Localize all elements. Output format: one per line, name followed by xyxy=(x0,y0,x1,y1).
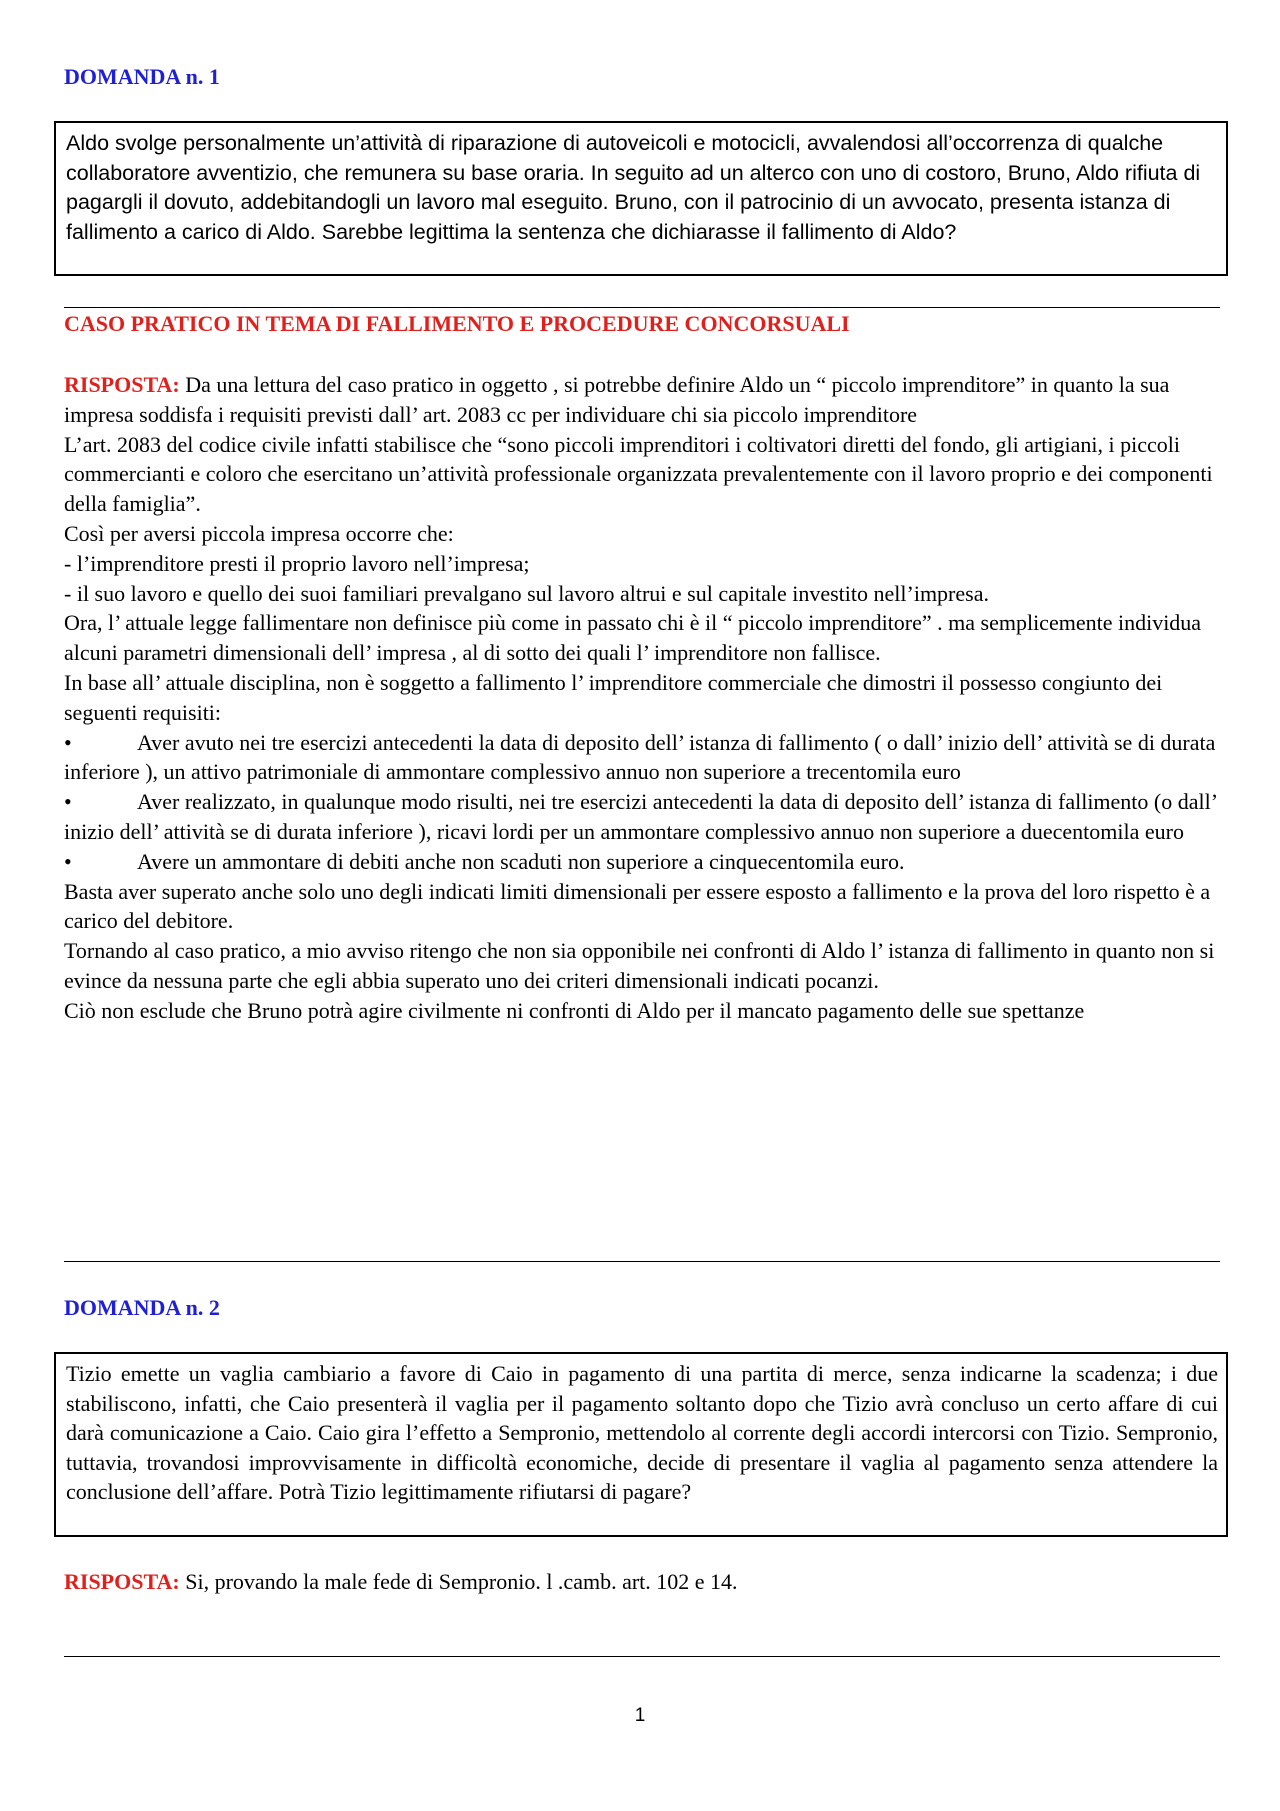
paragraph-base: In base all’ attuale disciplina, non è soggetto a fallimento l’ imprenditore commerciale che dimostri il possesso congiunto dei seguenti requisiti: xyxy=(64,669,1163,725)
question-1-title: DOMANDA n. 1 xyxy=(64,64,220,89)
bullet-item-2-text: Aver realizzato, in qualunque modo risulti, nei tre esercizi antecedenti la data di deposito dell’ istanza di fallimento (o dall’ inizio dell’ attività se di durata inferiore ), ricavi lordi per un ammontare complessivo annuo non superiore a duecentomila euro xyxy=(64,789,1217,844)
question-2-text: Tizio emette un vaglia cambiario a favore di Caio in pagamento di una partita di merce, senza indicarne la scadenza; i due stabiliscono, infatti, che Caio presenterà il vaglia per il pagamento soltanto dopo che Tizio avrà concluso un certo affare di cui darà comunicazione a Caio. Caio gira l’effetto a Sempronio, mettendolo al corrente degli accordi intercorsi con Tizio. Sempronio, tuttavia, trovandosi improvvisamente in difficoltà economiche, decide di presentare il vaglia al pagamento senza attendere la conclusione dell’affare. Potrà Tizio legittimamente rifiutarsi di pagare? xyxy=(66,1361,1218,1504)
question-1-text: Aldo svolge personalmente un’attività di riparazione di autoveicoli e motocicli, avvalendosi all’occorrenza di qualche collaboratore avventizio, che remunera su base oraria. In seguito ad un alterco con uno di costoro, Bruno, Aldo rifiuta di pagargli il dovuto, addebitandogli un lavoro mal eseguito. Bruno, con il patrocinio di un avvocato, presenta istanza di fallimento a carico di Aldo. Sarebbe legittima la sentenza che dichiarasse il fallimento di Aldo? xyxy=(66,131,1201,244)
dash-item-2: - il suo lavoro e quello dei suoi familiari prevalgano sul lavoro altrui e sul capitale investito nell’impresa. xyxy=(64,580,989,606)
bullet-item-3 xyxy=(64,847,1224,877)
case-heading: CASO PRATICO IN TEMA DI FALLIMENTO E PROCEDURE CONCORSUALI xyxy=(64,311,850,336)
page-number: 1 xyxy=(634,1705,646,1726)
answer-1-body xyxy=(64,370,1224,1026)
dash-item-1: - l’imprenditore presti il proprio lavoro nell’impresa; xyxy=(64,550,530,576)
bullet-item-1 xyxy=(64,728,1224,788)
answer-intro-text: Da una lettura del caso pratico in oggetto , si potrebbe definire Aldo un “ piccolo imprenditore” in quanto la sua impresa soddisfa i requisiti previsti dall’ art. 2083 cc per individuare chi sia piccolo imprenditore xyxy=(64,372,1170,427)
paragraph-cio: Ciò non esclude che Bruno potrà agire civilmente ni confronti di Aldo per il mancato pagamento delle sue spettanze xyxy=(64,997,1085,1023)
bullet-icon: • xyxy=(64,729,72,755)
bullet-item-2 xyxy=(64,787,1224,847)
answer-2-body xyxy=(64,1567,1224,1597)
paragraph-basta: Basta aver superato anche solo uno degli indicati limiti dimensionali per essere esposto a fallimento e la prova del loro rispetto è a carico del debitore. xyxy=(64,878,1211,934)
paragraph-cosi: Così per aversi piccola impresa occorre che: xyxy=(64,520,454,546)
answer-label: RISPOSTA: xyxy=(64,372,180,397)
answer-label: RISPOSTA: xyxy=(64,1569,180,1594)
divider xyxy=(64,307,1220,308)
bullet-icon: • xyxy=(64,848,72,874)
paragraph-art-2083: L’art. 2083 del codice civile infatti stabilisce che “sono piccoli imprenditori i coltivatori diretti del fondo, gli artigiani, i piccoli commercianti e coloro che esercitano un’attività professionale organizzata prevalentemente con il lavoro proprio e dei componenti della famiglia”. xyxy=(64,431,1213,517)
paragraph-ora: Ora, l’ attuale legge fallimentare non definisce più come in passato chi è il “ piccolo imprenditore” . ma semplicemente individua alcuni parametri dimensionali dell’ impresa , al di sotto dei quali l’ imprenditore non fallisce. xyxy=(64,610,1202,666)
answer-1-intro-paragraph xyxy=(64,370,1224,430)
question-2-title: DOMANDA n. 2 xyxy=(64,1295,220,1320)
divider xyxy=(64,1261,1220,1262)
bullet-icon: • xyxy=(64,789,72,815)
answer-2-paragraph xyxy=(64,1567,1224,1597)
answer-2-text: Si, provando la male fede di Sempronio. l .camb. art. 102 e 14. xyxy=(179,1569,738,1594)
bullet-item-3-text: Avere un ammontare di debiti anche non scaduti non superiore a cinquecentomila euro. xyxy=(137,848,905,874)
paragraph-tornando: Tornando al caso pratico, a mio avviso ritengo che non sia opponibile nei confronti di Aldo l’ istanza di fallimento in quanto non si evince da nessuna parte che egli abbia superato uno dei criteri dimensionali indicati pocanzi. xyxy=(64,938,1215,993)
question-2-box xyxy=(54,1352,1228,1537)
bullet-item-1-text: Aver avuto nei tre esercizi antecedenti la data di deposito dell’ istanza di fallimento ( o dall’ inizio dell’ attività se di durata inferiore ), un attivo patrimoniale di ammontare complessivo annuo non superiore a trecentomila euro xyxy=(64,729,1216,785)
divider xyxy=(64,1656,1220,1657)
question-1-box xyxy=(54,121,1228,276)
